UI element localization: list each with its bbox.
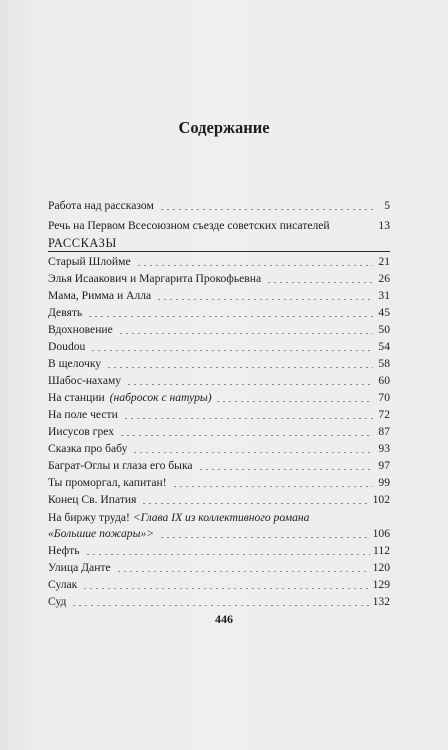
leader-dots [172, 486, 373, 487]
toc-entry-title: Старый Шлойме [48, 255, 131, 268]
toc-entry-title: Сулак [48, 578, 78, 591]
toc-entry-title: Вдохновение [48, 323, 113, 336]
toc-entry-page: 106 [372, 527, 390, 540]
toc-entry-title: Иисусов грех [48, 425, 115, 438]
leader-dots [215, 401, 373, 402]
toc-entry-title: Ты проморгал, капитан! [48, 476, 167, 489]
toc-entry [48, 575, 390, 592]
toc-entry-title: На станции [48, 391, 105, 404]
toc-entry-page: 5 [384, 199, 390, 212]
leader-dots [90, 350, 373, 351]
toc-entry-title: Суд [48, 595, 67, 608]
toc-entry-page: 129 [372, 578, 390, 591]
toc-entry [48, 337, 390, 354]
toc-entry-page: 102 [372, 493, 390, 506]
page-title: Содержание [178, 118, 270, 137]
toc-entry [48, 216, 390, 233]
toc-entry-title: Нефть [48, 544, 80, 557]
toc-entry-page: 13 [378, 219, 390, 232]
toc-entry-page: 60 [378, 374, 390, 387]
toc-entry-page: 132 [372, 595, 390, 608]
toc-entry-page: 45 [378, 306, 390, 319]
toc-entry-page: 70 [378, 391, 390, 404]
toc-entry [48, 592, 390, 609]
toc-entry-page: 21 [378, 255, 390, 268]
toc-entry [48, 473, 390, 490]
toc-entry-title: Девять [48, 306, 83, 319]
toc-entry-page: 112 [373, 544, 390, 557]
toc-entry-title: Мама, Римма и Алла [48, 289, 152, 302]
leader-dots [132, 452, 373, 453]
toc-entry-line1 [48, 507, 390, 524]
toc-entry-page: 58 [378, 357, 390, 370]
toc-entry-title: Элья Исаакович и Маргарита Прокофьевна [48, 272, 262, 285]
leader-dots [116, 571, 370, 572]
toc-entry [48, 541, 390, 558]
toc-entry [48, 439, 390, 456]
toc-entry-title: Работа над рассказом [48, 199, 154, 212]
toc-entry-title: На поле чести [48, 408, 118, 421]
toc-entry [48, 286, 390, 303]
toc-entry-page: 120 [372, 561, 390, 574]
toc-entry-page: 72 [378, 408, 390, 421]
toc-entry-page: 87 [378, 425, 390, 438]
toc-entry [48, 371, 390, 388]
toc-entry [48, 320, 390, 337]
leader-dots [85, 554, 371, 555]
leader-dots [159, 209, 373, 210]
toc-entry-title: Улица Данте [48, 561, 111, 574]
toc-entry-page: 54 [378, 340, 390, 353]
toc-entry-title: Шабос-нахаму [48, 374, 122, 387]
toc-entry-page: 50 [378, 323, 390, 336]
toc-entry-title: Конец Св. Ипатия [48, 493, 137, 506]
page-number: 446 [215, 612, 233, 626]
toc-entry [48, 303, 390, 320]
leader-dots [71, 605, 369, 606]
toc-entry [48, 490, 390, 507]
toc-entry [48, 558, 390, 575]
toc-entry-subtitle: <Глава IX из коллективного романа [132, 511, 310, 524]
toc-entry-page: 26 [378, 272, 390, 285]
leader-dots [82, 588, 369, 589]
toc-entry-page: 97 [378, 459, 390, 472]
toc-entry [48, 252, 390, 269]
toc-entry-page: 31 [378, 289, 390, 302]
toc-entry-subtitle: (набросок с натуры) [109, 391, 212, 404]
toc-entry-title: В щелочку [48, 357, 102, 370]
toc-entry [48, 456, 390, 473]
toc-entry-title: Сказка про бабу [48, 442, 128, 455]
leader-dots [141, 503, 369, 504]
leader-dots [156, 299, 373, 300]
toc-entry-title: На биржу труда! [48, 511, 130, 524]
leader-dots [119, 435, 373, 436]
toc-entry-title: Речь на Первом Всесоюзном съезде советских писателей [48, 219, 330, 232]
toc-entry [48, 196, 390, 213]
toc-entry [48, 388, 390, 405]
leader-dots [123, 418, 373, 419]
toc-entry-page: 99 [378, 476, 390, 489]
leader-dots [106, 367, 373, 368]
leader-dots [126, 384, 373, 385]
toc-entry-title: Doudou [48, 340, 86, 353]
leader-dots [198, 469, 373, 470]
toc-entry [48, 354, 390, 371]
toc-entry-title: Баграт-Оглы и глаза его быка [48, 459, 193, 472]
section-heading: РАССКАЗЫ [48, 236, 117, 250]
toc-entry-line2 [48, 524, 390, 541]
leader-dots [266, 282, 373, 283]
leader-dots [87, 316, 373, 317]
toc-entry [48, 269, 390, 286]
toc-entry-page: 93 [378, 442, 390, 455]
toc-entry-subtitle: «Большие пожары»> [48, 527, 155, 540]
leader-dots [159, 537, 370, 538]
leader-dots [136, 265, 373, 266]
toc-entry [48, 422, 390, 439]
toc-entry [48, 405, 390, 422]
leader-dots [118, 333, 373, 334]
